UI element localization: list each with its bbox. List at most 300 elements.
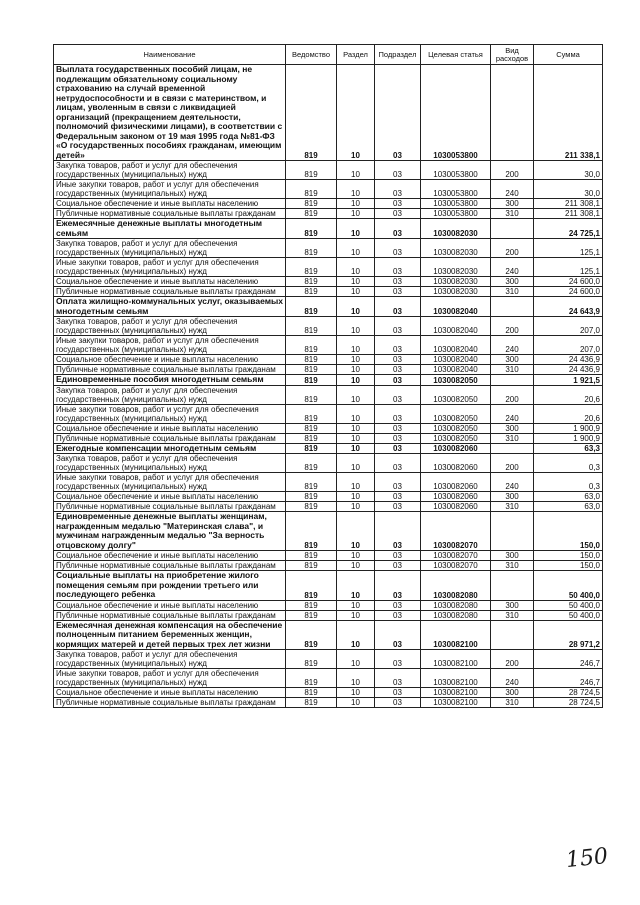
- cell-vid: 240: [491, 336, 534, 355]
- cell-vid: [491, 620, 534, 650]
- cell-razdel: 10: [337, 551, 375, 561]
- table-row: [54, 423, 603, 433]
- cell-name: Публичные нормативные социальные выплаты гражданам: [54, 561, 286, 571]
- cell-razdel: 10: [337, 161, 375, 180]
- table-row: [54, 404, 603, 423]
- cell-name: Социальное обеспечение и иные выплаты населению: [54, 199, 286, 209]
- cell-podrazdel: 03: [375, 219, 421, 239]
- cell-razdel: 10: [337, 698, 375, 708]
- cell-target: 1030082040: [421, 297, 491, 317]
- cell-name: Иные закупки товаров, работ и услуг для обеспечения государственных (муниципальных) нужд: [54, 180, 286, 199]
- cell-sum: 24 600,0: [534, 287, 603, 297]
- cell-sum: 63,0: [534, 502, 603, 512]
- table-row: [54, 561, 603, 571]
- cell-target: 1030082030: [421, 239, 491, 258]
- cell-podrazdel: 03: [375, 385, 421, 404]
- cell-podrazdel: 03: [375, 551, 421, 561]
- cell-sum: 0,3: [534, 454, 603, 473]
- cell-target: 1030082100: [421, 620, 491, 650]
- cell-ved: 819: [286, 219, 337, 239]
- cell-ved: 819: [286, 423, 337, 433]
- cell-podrazdel: 03: [375, 600, 421, 610]
- cell-razdel: 10: [337, 620, 375, 650]
- cell-target: 1030082030: [421, 287, 491, 297]
- cell-sum: 24 643,9: [534, 297, 603, 317]
- cell-sum: 0,3: [534, 473, 603, 492]
- cell-target: 1030082070: [421, 551, 491, 561]
- cell-ved: 819: [286, 209, 337, 219]
- cell-sum: 1 900,9: [534, 423, 603, 433]
- cell-podrazdel: 03: [375, 571, 421, 601]
- cell-ved: 819: [286, 65, 337, 161]
- cell-target: 1030082050: [421, 404, 491, 423]
- cell-vid: [491, 443, 534, 454]
- cell-target: 1030082060: [421, 473, 491, 492]
- cell-name: Ежемесячные денежные выплаты многодетным семьям: [54, 219, 286, 239]
- table-row: [54, 336, 603, 355]
- cell-target: 1030082080: [421, 600, 491, 610]
- cell-ved: 819: [286, 199, 337, 209]
- table-row-section: [54, 443, 603, 454]
- table-row: [54, 492, 603, 502]
- cell-podrazdel: 03: [375, 473, 421, 492]
- cell-podrazdel: 03: [375, 277, 421, 287]
- cell-podrazdel: 03: [375, 317, 421, 336]
- cell-razdel: 10: [337, 650, 375, 669]
- cell-podrazdel: 03: [375, 258, 421, 277]
- cell-name: Публичные нормативные социальные выплаты гражданам: [54, 433, 286, 443]
- cell-podrazdel: 03: [375, 650, 421, 669]
- cell-name: Публичные нормативные социальные выплаты гражданам: [54, 698, 286, 708]
- cell-name: Закупка товаров, работ и услуг для обеспечения государственных (муниципальных) нужд: [54, 317, 286, 336]
- cell-vid: 310: [491, 287, 534, 297]
- cell-name: Социальное обеспечение и иные выплаты населению: [54, 355, 286, 365]
- table-row-section: [54, 571, 603, 601]
- cell-vid: 300: [491, 492, 534, 502]
- cell-ved: 819: [286, 571, 337, 601]
- cell-sum: 24 436,9: [534, 365, 603, 375]
- header-ved: Ведомство: [286, 45, 337, 65]
- cell-sum: 207,0: [534, 336, 603, 355]
- cell-name: Закупка товаров, работ и услуг для обеспечения государственных (муниципальных) нужд: [54, 161, 286, 180]
- cell-podrazdel: 03: [375, 561, 421, 571]
- cell-podrazdel: 03: [375, 365, 421, 375]
- cell-vid: 300: [491, 277, 534, 287]
- cell-vid: 310: [491, 209, 534, 219]
- header-sum: Сумма: [534, 45, 603, 65]
- cell-ved: 819: [286, 433, 337, 443]
- table-row: [54, 180, 603, 199]
- cell-podrazdel: 03: [375, 355, 421, 365]
- cell-vid: 200: [491, 454, 534, 473]
- cell-target: 1030082060: [421, 492, 491, 502]
- cell-name: Оплата жилищно-коммунальных услуг, оказываемых многодетным семьям: [54, 297, 286, 317]
- cell-sum: 211 308,1: [534, 199, 603, 209]
- table-row: [54, 433, 603, 443]
- cell-target: 1030082040: [421, 336, 491, 355]
- cell-name: Закупка товаров, работ и услуг для обеспечения государственных (муниципальных) нужд: [54, 239, 286, 258]
- cell-name: Публичные нормативные социальные выплаты гражданам: [54, 610, 286, 620]
- cell-ved: 819: [286, 610, 337, 620]
- cell-name: Иные закупки товаров, работ и услуг для обеспечения государственных (муниципальных) нужд: [54, 258, 286, 277]
- cell-target: 1030082050: [421, 423, 491, 433]
- cell-vid: 240: [491, 180, 534, 199]
- cell-vid: 310: [491, 698, 534, 708]
- cell-sum: 207,0: [534, 317, 603, 336]
- cell-target: 1030082100: [421, 688, 491, 698]
- table-row: [54, 355, 603, 365]
- cell-razdel: 10: [337, 199, 375, 209]
- cell-razdel: 10: [337, 317, 375, 336]
- cell-razdel: 10: [337, 385, 375, 404]
- cell-razdel: 10: [337, 669, 375, 688]
- cell-vid: 310: [491, 365, 534, 375]
- cell-sum: 24 436,9: [534, 355, 603, 365]
- cell-sum: 24 725,1: [534, 219, 603, 239]
- cell-podrazdel: 03: [375, 161, 421, 180]
- handwritten-page-number: 150: [564, 843, 610, 874]
- cell-name: Единовременные денежные выплаты женщинам, награжденным медалью "Материнская слава", и мужчинам награжденным медалью "За верность отцовскому долгу": [54, 512, 286, 551]
- table-row: [54, 600, 603, 610]
- cell-podrazdel: 03: [375, 423, 421, 433]
- cell-ved: 819: [286, 698, 337, 708]
- cell-sum: 20,6: [534, 385, 603, 404]
- cell-ved: 819: [286, 385, 337, 404]
- table-row: [54, 277, 603, 287]
- cell-target: 1030082070: [421, 561, 491, 571]
- table-row: [54, 610, 603, 620]
- cell-podrazdel: 03: [375, 297, 421, 317]
- cell-vid: [491, 297, 534, 317]
- cell-podrazdel: 03: [375, 375, 421, 386]
- cell-ved: 819: [286, 355, 337, 365]
- cell-name: Публичные нормативные социальные выплаты гражданам: [54, 502, 286, 512]
- cell-podrazdel: 03: [375, 180, 421, 199]
- cell-vid: [491, 512, 534, 551]
- cell-ved: 819: [286, 669, 337, 688]
- table-row: [54, 650, 603, 669]
- cell-name: Закупка товаров, работ и услуг для обеспечения государственных (муниципальных) нужд: [54, 385, 286, 404]
- cell-sum: 211 308,1: [534, 209, 603, 219]
- cell-target: 1030082100: [421, 698, 491, 708]
- cell-ved: 819: [286, 297, 337, 317]
- cell-sum: 125,1: [534, 239, 603, 258]
- table-body: [54, 65, 603, 708]
- cell-name: Единовременные пособия многодетным семьям: [54, 375, 286, 386]
- cell-ved: 819: [286, 258, 337, 277]
- cell-ved: 819: [286, 473, 337, 492]
- cell-vid: 300: [491, 423, 534, 433]
- cell-sum: 28 724,5: [534, 698, 603, 708]
- cell-name: Ежемесячная денежная компенсация на обеспечение полноценным питанием беременных женщин, кормящих матерей и детей первых трех лет жизни: [54, 620, 286, 650]
- cell-podrazdel: 03: [375, 433, 421, 443]
- cell-podrazdel: 03: [375, 404, 421, 423]
- cell-sum: 125,1: [534, 258, 603, 277]
- cell-razdel: 10: [337, 571, 375, 601]
- cell-ved: 819: [286, 512, 337, 551]
- cell-target: 1030082050: [421, 375, 491, 386]
- cell-razdel: 10: [337, 433, 375, 443]
- cell-podrazdel: 03: [375, 688, 421, 698]
- cell-target: 1030053800: [421, 199, 491, 209]
- cell-name: Закупка товаров, работ и услуг для обеспечения государственных (муниципальных) нужд: [54, 650, 286, 669]
- cell-podrazdel: 03: [375, 512, 421, 551]
- header-target: Целевая статья: [421, 45, 491, 65]
- cell-ved: 819: [286, 277, 337, 287]
- cell-vid: 200: [491, 385, 534, 404]
- cell-vid: [491, 571, 534, 601]
- cell-vid: [491, 219, 534, 239]
- cell-ved: 819: [286, 551, 337, 561]
- cell-sum: 63,3: [534, 443, 603, 454]
- cell-sum: 150,0: [534, 551, 603, 561]
- cell-name: Выплата государственных пособий лицам, не подлежащим обязательному социальному страхованию на случай временной нетрудоспособности и в связи с материнством, и лицам, уволенным в связи с ликвидацией организаций (прекращением деятельности, полномочий физическими лицами), в соответствии с Федеральным законом от 19 мая 1995 года №81-ФЗ «О государственных пособиях гражданам, имеющим детей»: [54, 65, 286, 161]
- cell-vid: 240: [491, 473, 534, 492]
- cell-target: 1030082040: [421, 355, 491, 365]
- cell-sum: 28 724,5: [534, 688, 603, 698]
- cell-razdel: 10: [337, 600, 375, 610]
- cell-vid: [491, 375, 534, 386]
- cell-target: 1030053800: [421, 180, 491, 199]
- cell-razdel: 10: [337, 512, 375, 551]
- cell-podrazdel: 03: [375, 336, 421, 355]
- cell-ved: 819: [286, 317, 337, 336]
- cell-ved: 819: [286, 600, 337, 610]
- cell-podrazdel: 03: [375, 610, 421, 620]
- cell-razdel: 10: [337, 365, 375, 375]
- cell-sum: 30,0: [534, 180, 603, 199]
- table-row: [54, 688, 603, 698]
- cell-target: 1030082060: [421, 502, 491, 512]
- cell-razdel: 10: [337, 423, 375, 433]
- cell-podrazdel: 03: [375, 239, 421, 258]
- cell-target: 1030053800: [421, 161, 491, 180]
- table-row: [54, 317, 603, 336]
- table-row: [54, 209, 603, 219]
- cell-razdel: 10: [337, 404, 375, 423]
- cell-vid: [491, 65, 534, 161]
- table-row: [54, 385, 603, 404]
- cell-ved: 819: [286, 180, 337, 199]
- cell-razdel: 10: [337, 219, 375, 239]
- table-row-section: [54, 297, 603, 317]
- cell-target: 1030053800: [421, 65, 491, 161]
- cell-vid: 300: [491, 600, 534, 610]
- cell-target: 1030082080: [421, 610, 491, 620]
- cell-razdel: 10: [337, 65, 375, 161]
- cell-ved: 819: [286, 688, 337, 698]
- cell-razdel: 10: [337, 473, 375, 492]
- cell-name: Ежегодные компенсации многодетным семьям: [54, 443, 286, 454]
- cell-ved: 819: [286, 561, 337, 571]
- cell-target: 1030082080: [421, 571, 491, 601]
- table-row: [54, 365, 603, 375]
- cell-razdel: 10: [337, 209, 375, 219]
- cell-target: 1030082060: [421, 454, 491, 473]
- cell-target: 1030082100: [421, 669, 491, 688]
- cell-target: 1030082060: [421, 443, 491, 454]
- cell-podrazdel: 03: [375, 199, 421, 209]
- cell-name: Публичные нормативные социальные выплаты гражданам: [54, 365, 286, 375]
- cell-razdel: 10: [337, 375, 375, 386]
- cell-sum: 150,0: [534, 512, 603, 551]
- cell-name: Иные закупки товаров, работ и услуг для обеспечения государственных (муниципальных) нужд: [54, 669, 286, 688]
- header-vid: Вид расходов: [491, 45, 534, 65]
- table-row: [54, 698, 603, 708]
- cell-ved: 819: [286, 287, 337, 297]
- cell-target: 1030082030: [421, 219, 491, 239]
- table-row: [54, 551, 603, 561]
- cell-ved: 819: [286, 502, 337, 512]
- table-row: [54, 473, 603, 492]
- cell-sum: 63,0: [534, 492, 603, 502]
- cell-name: Социальные выплаты на приобретение жилого помещения семьям при рождении третьего или последующего ребенка: [54, 571, 286, 601]
- cell-ved: 819: [286, 454, 337, 473]
- cell-sum: 1 921,5: [534, 375, 603, 386]
- cell-razdel: 10: [337, 180, 375, 199]
- cell-razdel: 10: [337, 454, 375, 473]
- cell-name: Социальное обеспечение и иные выплаты населению: [54, 423, 286, 433]
- cell-ved: 819: [286, 161, 337, 180]
- cell-podrazdel: 03: [375, 492, 421, 502]
- cell-name: Закупка товаров, работ и услуг для обеспечения государственных (муниципальных) нужд: [54, 454, 286, 473]
- table-row: [54, 502, 603, 512]
- cell-razdel: 10: [337, 688, 375, 698]
- cell-podrazdel: 03: [375, 698, 421, 708]
- table-row: [54, 669, 603, 688]
- cell-target: 1030082050: [421, 433, 491, 443]
- cell-name: Иные закупки товаров, работ и услуг для обеспечения государственных (муниципальных) нужд: [54, 473, 286, 492]
- cell-ved: 819: [286, 650, 337, 669]
- cell-vid: 200: [491, 650, 534, 669]
- cell-ved: 819: [286, 492, 337, 502]
- cell-podrazdel: 03: [375, 454, 421, 473]
- cell-razdel: 10: [337, 297, 375, 317]
- table-row-section: [54, 620, 603, 650]
- cell-vid: 200: [491, 239, 534, 258]
- cell-sum: 211 338,1: [534, 65, 603, 161]
- table-header-row: [54, 45, 603, 65]
- cell-vid: 310: [491, 610, 534, 620]
- cell-vid: 240: [491, 669, 534, 688]
- cell-vid: 200: [491, 161, 534, 180]
- table-row: [54, 239, 603, 258]
- cell-target: 1030053800: [421, 209, 491, 219]
- cell-name: Иные закупки товаров, работ и услуг для обеспечения государственных (муниципальных) нужд: [54, 404, 286, 423]
- cell-ved: 819: [286, 443, 337, 454]
- table-row: [54, 161, 603, 180]
- table-row-section: [54, 219, 603, 239]
- cell-sum: 30,0: [534, 161, 603, 180]
- cell-podrazdel: 03: [375, 443, 421, 454]
- cell-razdel: 10: [337, 355, 375, 365]
- cell-target: 1030082040: [421, 365, 491, 375]
- cell-sum: 20,6: [534, 404, 603, 423]
- cell-podrazdel: 03: [375, 209, 421, 219]
- budget-table-sheet: [53, 44, 602, 708]
- table-row-section: [54, 375, 603, 386]
- header-razdel: Раздел: [337, 45, 375, 65]
- cell-ved: 819: [286, 239, 337, 258]
- cell-podrazdel: 03: [375, 669, 421, 688]
- cell-target: 1030082030: [421, 258, 491, 277]
- cell-razdel: 10: [337, 610, 375, 620]
- cell-ved: 819: [286, 620, 337, 650]
- cell-ved: 819: [286, 365, 337, 375]
- table-row: [54, 287, 603, 297]
- cell-razdel: 10: [337, 336, 375, 355]
- budget-table: [53, 44, 603, 708]
- cell-razdel: 10: [337, 258, 375, 277]
- cell-razdel: 10: [337, 502, 375, 512]
- cell-name: Публичные нормативные социальные выплаты гражданам: [54, 209, 286, 219]
- cell-target: 1030082070: [421, 512, 491, 551]
- cell-name: Социальное обеспечение и иные выплаты населению: [54, 600, 286, 610]
- cell-vid: 300: [491, 355, 534, 365]
- cell-vid: 240: [491, 258, 534, 277]
- cell-name: Иные закупки товаров, работ и услуг для обеспечения государственных (муниципальных) нужд: [54, 336, 286, 355]
- cell-sum: 50 400,0: [534, 600, 603, 610]
- cell-vid: 310: [491, 561, 534, 571]
- header-name: Наименование: [54, 45, 286, 65]
- cell-vid: 240: [491, 404, 534, 423]
- cell-name: Публичные нормативные социальные выплаты гражданам: [54, 287, 286, 297]
- cell-sum: 28 971,2: [534, 620, 603, 650]
- cell-name: Социальное обеспечение и иные выплаты населению: [54, 492, 286, 502]
- cell-target: 1030082050: [421, 385, 491, 404]
- cell-podrazdel: 03: [375, 502, 421, 512]
- table-row: [54, 258, 603, 277]
- cell-razdel: 10: [337, 561, 375, 571]
- cell-sum: 50 400,0: [534, 571, 603, 601]
- cell-sum: 246,7: [534, 650, 603, 669]
- cell-razdel: 10: [337, 443, 375, 454]
- cell-sum: 150,0: [534, 561, 603, 571]
- cell-target: 1030082100: [421, 650, 491, 669]
- cell-razdel: 10: [337, 287, 375, 297]
- cell-name: Социальное обеспечение и иные выплаты населению: [54, 551, 286, 561]
- table-row-section: [54, 65, 603, 161]
- cell-podrazdel: 03: [375, 620, 421, 650]
- cell-ved: 819: [286, 375, 337, 386]
- cell-vid: 310: [491, 502, 534, 512]
- cell-sum: 1 900,9: [534, 433, 603, 443]
- cell-target: 1030082030: [421, 277, 491, 287]
- cell-sum: 24 600,0: [534, 277, 603, 287]
- cell-vid: 300: [491, 688, 534, 698]
- cell-vid: 300: [491, 551, 534, 561]
- cell-sum: 246,7: [534, 669, 603, 688]
- cell-podrazdel: 03: [375, 65, 421, 161]
- cell-ved: 819: [286, 336, 337, 355]
- table-row: [54, 454, 603, 473]
- cell-razdel: 10: [337, 492, 375, 502]
- cell-ved: 819: [286, 404, 337, 423]
- table-row: [54, 199, 603, 209]
- cell-target: 1030082040: [421, 317, 491, 336]
- cell-name: Социальное обеспечение и иные выплаты населению: [54, 277, 286, 287]
- cell-vid: 310: [491, 433, 534, 443]
- cell-vid: 300: [491, 199, 534, 209]
- cell-podrazdel: 03: [375, 287, 421, 297]
- header-podrazdel: Подраздел: [375, 45, 421, 65]
- cell-name: Социальное обеспечение и иные выплаты населению: [54, 688, 286, 698]
- table-row-section: [54, 512, 603, 551]
- cell-razdel: 10: [337, 239, 375, 258]
- cell-sum: 50 400,0: [534, 610, 603, 620]
- cell-razdel: 10: [337, 277, 375, 287]
- cell-vid: 200: [491, 317, 534, 336]
